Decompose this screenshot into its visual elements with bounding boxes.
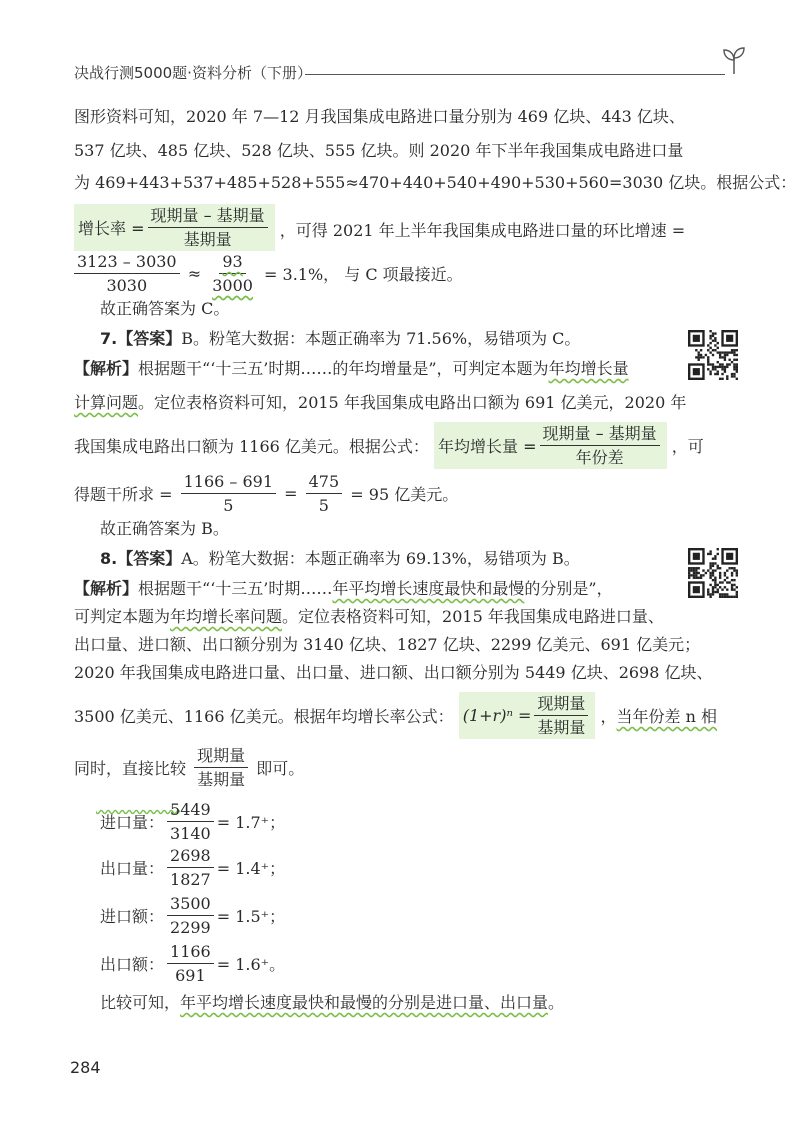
formula-fraction — [148, 206, 268, 249]
p1-calc-line — [74, 252, 463, 295]
ratio-fraction — [167, 894, 214, 937]
page-number: 284 — [70, 1058, 101, 1077]
exp-text: 我国集成电路出口额为 1166 亿美元。根据公式： — [74, 437, 429, 456]
ratio-numerator: 1166 — [167, 942, 214, 964]
ratio-label: 出口额： — [100, 955, 165, 974]
ratio-denominator: 1827 — [170, 870, 211, 889]
exp-text: 同时，直接比较 — [74, 759, 187, 778]
ratio-label: 进口量： — [100, 813, 165, 832]
growth-rate-formula — [74, 204, 275, 251]
qr-code-q8[interactable] — [688, 548, 738, 598]
ratio-numerator: 3500 — [167, 894, 214, 916]
ratio-denominator: 691 — [175, 966, 206, 985]
ratio-result: = 1.6⁺。 — [216, 955, 286, 974]
exp-text: 3500 亿美元、1166 亿美元。根据年均增长率公式： — [74, 707, 454, 726]
calc-numerator: 1166 – 691 — [181, 472, 276, 494]
ratio-item — [100, 800, 285, 843]
approx-sign: ≈ — [187, 264, 202, 283]
exp-text: 可判定本题为 — [74, 607, 171, 626]
calc-numerator: 93 — [219, 252, 245, 274]
ratio-fraction — [167, 846, 214, 889]
fraction-denominator: 基期量 — [197, 770, 246, 789]
q8-exp-line-2 — [74, 606, 664, 628]
formula-tail: ，可得 2021 年上半年我国集成电路进口量的环比增速 = — [279, 221, 686, 240]
exp-text: 。定位表格资料可知，2015 年我国集成电路进口量、 — [282, 607, 664, 626]
conclusion-keyword: 年平均增长速度最快和最慢的分别是进口量、出口量 — [180, 993, 549, 1012]
ratio-label: 进口额： — [100, 907, 165, 926]
answer-text: A。粉笔大数据：本题正确率为 69.13%，易错项为 B。 — [181, 549, 580, 568]
q8-conclusion — [100, 992, 564, 1014]
exp-text: 的分别是”， — [524, 579, 613, 598]
q7-answer: 故正确答案为 B。 — [100, 519, 229, 538]
compare-fraction — [194, 746, 248, 789]
formula-denominator: 基期量 — [183, 230, 232, 249]
ratio-numerator: 5449 — [167, 800, 214, 822]
q7-exp-line-3 — [74, 422, 704, 469]
calc-lead: 得题干所求 = — [74, 485, 173, 504]
formula-denominator: 基期量 — [537, 718, 586, 737]
ratio-item — [100, 846, 285, 889]
p1-line-3: 为 469+443+537+485+528+555≈470+440+540+490+530+560=3030 亿块。根据公式： — [74, 173, 797, 192]
fraction-numerator: 现期量 — [194, 746, 248, 768]
p1-line-1: 图形资料可知，2020 年 7—12 月我国集成电路进口量分别为 469 亿块、443 亿块、 — [74, 107, 685, 126]
formula-lhs: (1+r)ⁿ = — [462, 706, 532, 725]
formula-label: 增长率 = — [78, 219, 145, 238]
growth-rate-formula-line — [74, 204, 685, 251]
sprout-icon — [720, 44, 748, 82]
exp-text: ， — [600, 707, 617, 726]
annual-rate-formula — [459, 692, 596, 739]
calc-result: = 3.1%， — [264, 265, 340, 284]
explanation-tag: 【解析】 — [74, 359, 139, 378]
calc-fraction-2 — [306, 472, 343, 515]
equals-sign: = — [284, 484, 298, 503]
answer-tag: 【答案】 — [117, 549, 182, 568]
formula-numerator: 现期量 — [534, 694, 588, 716]
exp-keyword: 年均增长率问题 — [170, 607, 283, 626]
ratio-label: 出口量： — [100, 859, 165, 878]
conclusion-text: 比较可知， — [100, 993, 181, 1012]
exp-keyword: 年平均增长速度最快和最慢 — [332, 579, 525, 598]
exp-text: 。定位表格资料可知，2015 年我国集成电路出口额为 691 亿美元，2020 年 — [138, 393, 687, 412]
exp-keyword: 当年份差 n 相 — [616, 707, 718, 726]
ratio-item — [100, 894, 285, 937]
ratio-result: = 1.4⁺； — [216, 859, 286, 878]
p1-answer: 故正确答案为 C。 — [100, 299, 230, 318]
formula-numerator: 现期量 – 基期量 — [540, 424, 660, 446]
formula-denominator: 年份差 — [575, 448, 624, 467]
header-rule — [305, 74, 725, 75]
ratio-result: = 1.7⁺； — [216, 813, 286, 832]
answer-tag: 【答案】 — [117, 329, 182, 348]
formula-fraction — [540, 424, 660, 467]
q7-calc-line — [74, 472, 458, 515]
q8-exp-line-1 — [74, 578, 613, 600]
calc-denominator: 5 — [318, 496, 329, 515]
calc-fraction-1 — [181, 472, 276, 515]
ratio-fraction — [167, 800, 214, 843]
calc-denominator: 3000 — [212, 276, 253, 295]
question-number: 7. — [100, 329, 118, 348]
ratio-fraction — [167, 942, 214, 985]
q8-answer-line — [100, 548, 580, 570]
q7-exp-line-2 — [74, 392, 686, 414]
exp-text: 即可。 — [256, 759, 305, 778]
q7-answer-line — [100, 328, 580, 350]
calc-denominator: 5 — [223, 496, 234, 515]
calc-denominator: 3030 — [106, 276, 148, 295]
p1-line-2: 537 亿块、485 亿块、528 亿块、555 亿块。则 2020 年下半年我国集成电路进口量 — [74, 141, 684, 160]
ratio-denominator: 3140 — [170, 824, 211, 843]
q8-exp-line-4: 2020 年我国集成电路进口量、出口量、进口额、出口额分别为 5449 亿块、2698 亿块、 — [74, 663, 713, 682]
ratio-item — [100, 942, 285, 985]
exp-keyword: 年均增长量 — [548, 359, 629, 378]
exp-keyword: 计算问题 — [74, 393, 139, 412]
exp-text: 根据题干“‘十三五’时期…… — [138, 579, 333, 598]
question-number: 8. — [100, 549, 118, 568]
calc-fraction-2 — [209, 252, 256, 295]
calc-fraction-1 — [74, 252, 180, 295]
qr-code-q7[interactable] — [688, 330, 738, 380]
exp-text: 根据题干“‘十三五’时期……的年均增量是”，可判定本题为 — [138, 359, 549, 378]
ratio-denominator: 2299 — [170, 918, 211, 937]
q7-exp-line-1 — [74, 358, 629, 380]
formula-numerator: 现期量 – 基期量 — [148, 206, 268, 228]
q8-exp-line-5 — [74, 692, 717, 739]
calc-tail: 与 C 项最接近。 — [344, 265, 463, 284]
ratio-numerator: 2698 — [167, 846, 214, 868]
ratio-result: = 1.5⁺； — [216, 907, 286, 926]
q8-exp-line-3: 出口量、进口额、出口额分别为 3140 亿块、1827 亿块、2299 亿美元、691 亿美元； — [74, 635, 701, 654]
explanation-tag: 【解析】 — [74, 579, 139, 598]
running-header: 决战行测5000题·资料分析（下册） — [74, 64, 312, 82]
answer-text: B。粉笔大数据：本题正确率为 71.56%，易错项为 C。 — [181, 329, 581, 348]
formula-label: 年均增长量 = — [438, 437, 537, 456]
q8-exp-line-6 — [74, 746, 304, 789]
calc-numerator: 475 — [306, 472, 343, 494]
formula-fraction — [534, 694, 588, 737]
conclusion-text: 。 — [548, 993, 565, 1012]
calc-numerator: 3123 – 3030 — [74, 252, 180, 274]
calc-result: = 95 亿美元。 — [350, 485, 459, 504]
annual-increment-formula — [434, 422, 667, 469]
formula-tail: ，可 — [671, 437, 704, 456]
